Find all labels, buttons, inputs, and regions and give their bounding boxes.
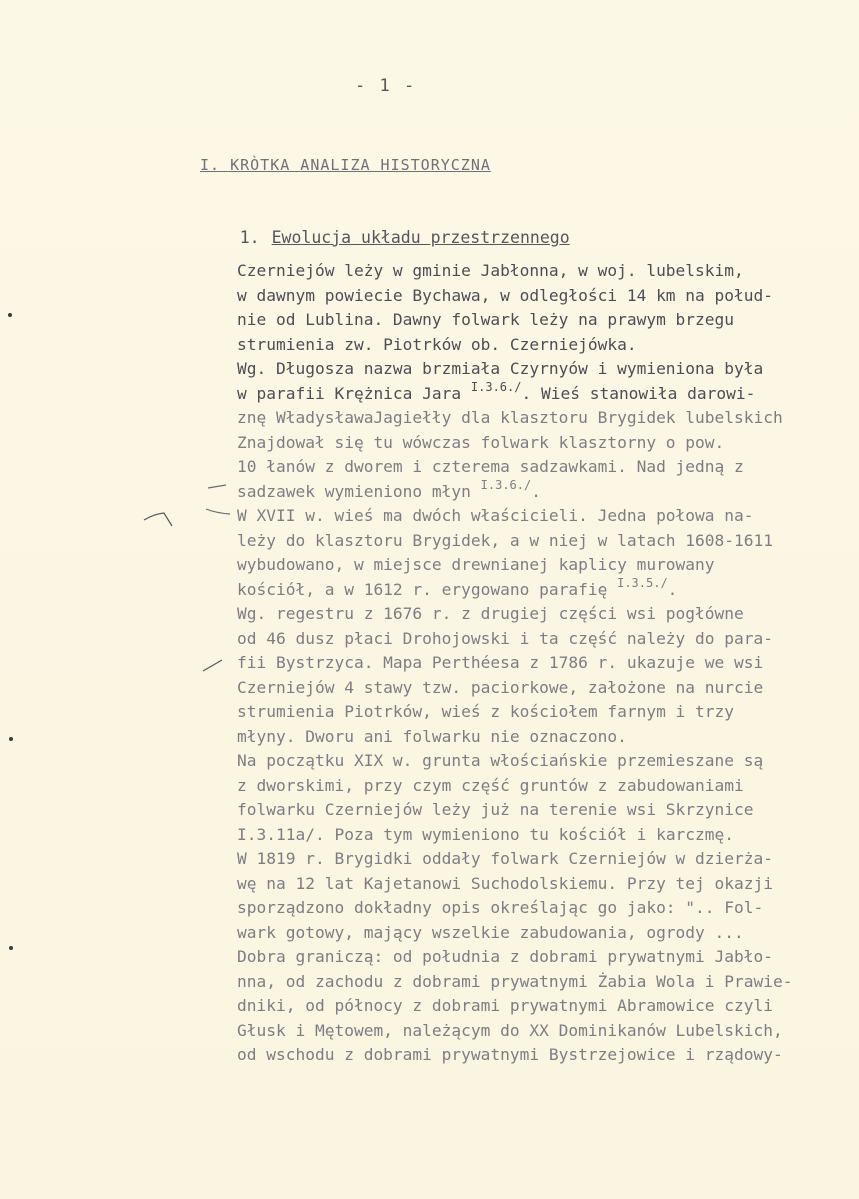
body-text [237, 259, 859, 1068]
text-line [237, 455, 859, 480]
text-line-content: strumienia zw. Piotrków ob. Czerniejówka. [237, 334, 637, 354]
text-line [237, 504, 859, 529]
text-line-content: sadzawek wymieniono młyn [237, 481, 481, 501]
text-line [237, 553, 859, 578]
text-line-content: młyny. Dworu ani folwarku nie oznaczono. [237, 726, 627, 746]
text-line [237, 970, 859, 995]
footnote-reference: I.3.6./ [470, 379, 522, 394]
text-line [237, 1019, 859, 1044]
text-line-content: wark gotowy, mający wszelkie zabudowania, ogrody ... [237, 922, 744, 942]
text-line [237, 529, 859, 554]
text-line-content: fii Bystrzyca. Mapa Perthéesa z 1786 r. ukazuje we wsi [237, 653, 764, 672]
text-line [237, 477, 859, 505]
text-line [237, 676, 859, 701]
text-line-content: wę na 12 lat Kajetanowi Suchodolskiemu. Przy tej okazji [237, 873, 774, 893]
text-line [237, 700, 859, 725]
text-line-content: dniki, od północy z dobrami prywatnymi Abramowice czyli [237, 996, 774, 1015]
text-line-content: wybudowano, w miejsce drewnianej kaplicy murowany [237, 555, 715, 574]
text-line-content: Czerniejów 4 stawy tzw. paciorkowe, założone na nurcie [237, 677, 764, 697]
text-line-content: sporządzono dokładny opis określając go jako: ".. Fol- [237, 898, 764, 917]
margin-dot [8, 313, 12, 317]
text-line-content: od 46 dusz płaci Drohojowski i ta część należy do para- [237, 628, 774, 648]
text-line [237, 872, 859, 897]
text-line-continuation: . Wieś stanowiła darowi- [521, 383, 756, 403]
text-line-content: Znajdował się tu wówczas folwark klasztorny o pow. [237, 432, 725, 452]
text-line [237, 994, 859, 1019]
margin-dot [9, 946, 13, 950]
text-line-content: Czerniejów leży w gminie Jabłonna, w woj. lubelskim, [237, 261, 744, 280]
text-line-content: 10 łanów z dworem i czterema sadzawkami. Nad jedną z [237, 457, 744, 476]
text-line [237, 725, 859, 750]
text-line [237, 284, 859, 309]
text-line-content: Wg. Długosza nazwa brzmiała Czyrnyów i wymieniona była [237, 359, 764, 378]
text-line-content: nna, od zachodu z dobrami prywatnymi Żabia Wola i Prawie- [237, 971, 793, 991]
text-line-content: W XVII w. wieś ma dwóch właścicieli. Jedna połowa na- [237, 506, 754, 525]
margin-dash-mark [200, 480, 240, 520]
page-number: - 1 - [355, 76, 417, 96]
text-line [237, 357, 859, 382]
text-line-content: w dawnym powiecie Bychawa, w odległości 14 km na połud- [237, 285, 774, 305]
text-line [237, 945, 859, 970]
text-line [237, 774, 859, 799]
text-line [237, 308, 859, 333]
text-line [237, 823, 859, 848]
text-line-content: W 1819 r. Brygidki oddały folwark Czerniejów w dzierża- [237, 849, 774, 868]
text-line [237, 896, 859, 921]
text-line-content: znę WładysławaJagiełły dla klasztoru Brygidek lubelskich [237, 408, 783, 427]
text-line-continuation: . [667, 579, 678, 599]
text-line [237, 847, 859, 872]
text-line [237, 1043, 859, 1068]
text-line-continuation: . Poza tym wymieniono tu kościół i karczmę. [314, 824, 735, 844]
text-line [237, 921, 859, 946]
text-line [237, 379, 859, 407]
text-line [237, 602, 859, 627]
text-line-content: od wschodu z dobrami prywatnymi Bystrzejowice i rządowy- [237, 1045, 783, 1064]
text-line-content: w parafii Krężnica Jara [237, 383, 471, 403]
footnote-reference: I.3.5./ [617, 575, 668, 590]
text-line [237, 431, 859, 456]
text-line [237, 651, 859, 676]
text-line-content: Na początku XIX w. grunta włościańskie przemieszane są [237, 751, 764, 770]
text-line [237, 575, 859, 603]
text-line [237, 259, 859, 284]
subsection-title [200, 209, 570, 266]
text-line [237, 798, 859, 823]
text-line-content: nie od Lublina. Dawny folwark leży na prawym brzegu [237, 310, 735, 329]
subsection-title-text: Ewolucja układu przestrzennego [271, 228, 570, 247]
text-line-content: kościół, a w 1612 r. erygowano parafię [237, 579, 618, 599]
text-line [237, 406, 859, 431]
subsection-number: 1. [239, 228, 260, 247]
margin-slash-mark [200, 655, 230, 675]
text-line-content: strumienia Piotrków, wieś z kościołem farnym i trzy [237, 702, 735, 721]
margin-dot [9, 737, 13, 741]
text-line-content: Głusk i Mętowem, należącym do XX Dominikanów Lubelskich, [237, 1020, 783, 1040]
text-line-content: folwarku Czerniejów leży już na terenie wsi Skrzynice [237, 800, 754, 819]
text-line-content: z dworskimi, przy czym część gruntów z zabudowaniami [237, 775, 744, 795]
text-line-content: Dobra graniczą: od południa z dobrami prywatnymi Jabło- [237, 947, 774, 966]
text-line [237, 627, 859, 652]
text-line [237, 333, 859, 358]
text-line [237, 749, 859, 774]
text-line-content: Wg. regestru z 1676 r. z drugiej części wsi pogłówne [237, 604, 744, 623]
footnote-reference: I.3.6./ [480, 477, 532, 492]
section-title: I. KRÒTKA ANALIZA HISTORYCZNA [200, 156, 491, 174]
text-line-continuation: . [531, 481, 541, 501]
text-line-content: I.3.11a/ [237, 824, 315, 844]
margin-check-mark [140, 500, 180, 530]
text-line-content: leży do klasztoru Brygidek, a w niej w latach 1608-1611 [237, 530, 774, 550]
